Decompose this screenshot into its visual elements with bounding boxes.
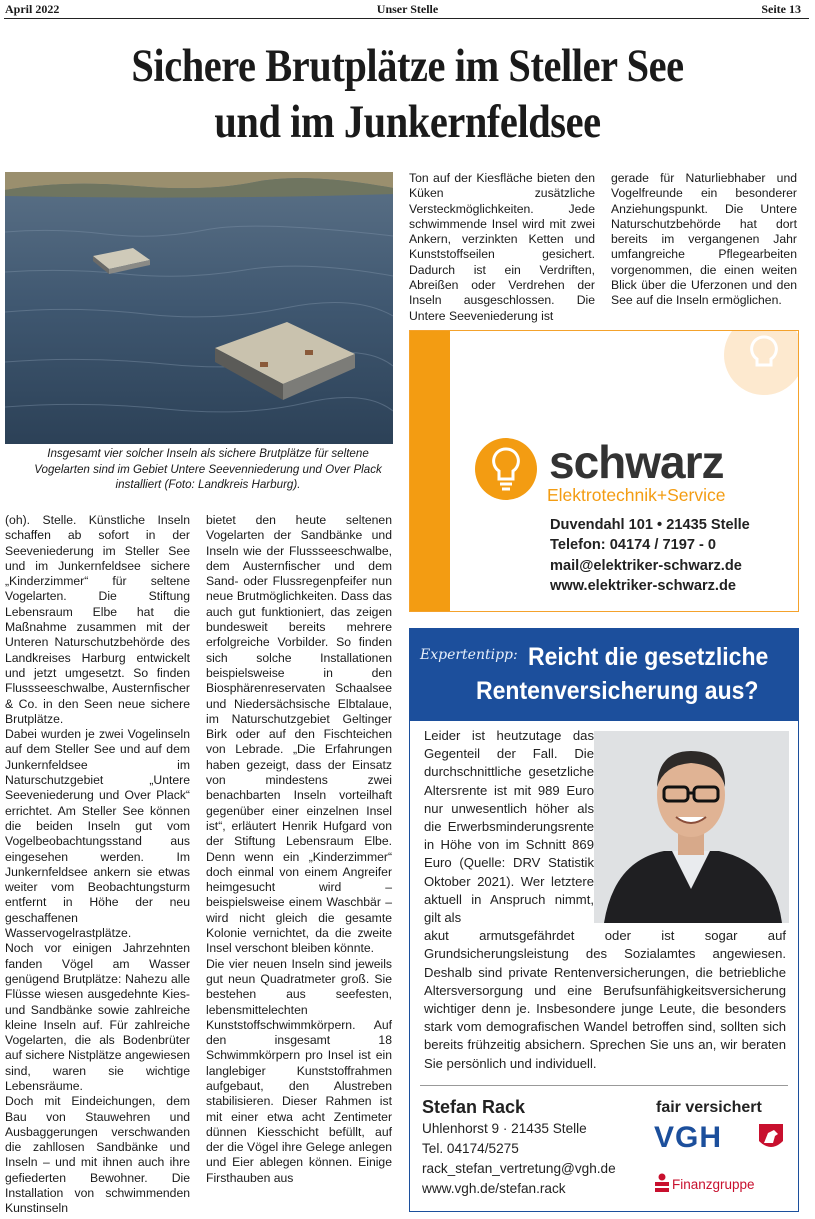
- paragraph: Dabei wurden je zwei Vogelinseln auf dem Steller See und auf dem Junkernfeldsee im Naturschutzgebiet „Untere Seeveniederung und Over Plack“ errichtet. Am Steller See können die beiden Inseln gut vom Vogelbeobachtungsstand aus eingesehen werden. Im Junkernfeldsee ankern sie etwas weiter vom Beobachtungsturm entfernt in Höhe der neu geschaffenen Wasservogelrastplätze.: [5, 727, 190, 941]
- fair-versichert-label: fair versichert: [656, 1099, 762, 1116]
- finanzgruppe-label: Finanzgruppe: [672, 1177, 755, 1192]
- schwarz-phone: Telefon: 04174 / 7197 - 0: [550, 537, 717, 553]
- schwarz-ad: [409, 330, 799, 612]
- lightbulb-icon: [474, 437, 538, 501]
- vgh-body-wide: akut armutsgefährdet oder ist sogar auf Grundsicherungsleistung des Sozialamtes angewiesen. Deshalb sind private Rentenversicherungen, die betriebliche Altersversorgung und eine Berufsunfähigkeitsversicherung wichtiger denn je. Insbesondere junge Leute, die besonders stark vom demografischen Wandel betroffen sind, sollten sich bereits frühzeitig absichern. Sprechen Sie uns an, wir beraten Sie persönlich und individuell.: [424, 928, 786, 1071]
- vgh-title-line-1: Reicht die gesetzliche: [528, 643, 769, 671]
- sparkasse-icon: [654, 1173, 670, 1193]
- paragraph: Doch mit Eindeichungen, dem Bau von Stauwehren und Ausbaggerungen verschwanden die zahllosen Sandbänke und Inseln – und mit ihnen auch ihre gefiederten Bewohner. Die Installation von schwimmenden Kunstinseln: [5, 1094, 190, 1216]
- headline: [57, 38, 758, 150]
- paper-name: Unser Stelle: [376, 2, 439, 16]
- schwarz-brand: schwarz: [549, 436, 724, 488]
- header-rule: [4, 18, 809, 19]
- paragraph: Noch vor einigen Jahrzehnten fanden Vögel am Wasser genügend Brutplätze: Nahezu alle Flüsse wiesen ausgedehnte Kies- und Sandbänke sowie zahlreiche kleine Inseln auf. Für zahlreiche Vogelarten, die als Bodenbrüter auf sichere Nistplätze angewiesen sind, waren sie wichtige Lebensräume.: [5, 941, 190, 1093]
- page-number: Seite 13: [761, 2, 801, 16]
- vgh-divider: [420, 1085, 788, 1086]
- vgh-body-narrow: Leider ist heutzutage das Gegenteil der Fall. Die durchschnittliche gesetzliche Altersrente ist mit 989 Euro nur unwesentlich höher als die Erwerbsminderungsrente in Höhe von im Schnitt 869 Euro (Quelle: DRV Statistik Oktober 2021). Wer letztere aktuell in Anspruch nimmt, gilt als: [424, 728, 594, 926]
- issue-date: April 2022: [5, 2, 60, 16]
- paragraph: bietet den heute seltenen Vogelarten der Sandbänke und Inseln wie der Flussseeschwalbe, dem Austernfischer und dem Sand- oder Flussregenpfeifer nun neue Brutmöglichkeiten. Dass das auch gut funktioniert, das zeigen bundesweit bereits mehrere erfolgreiche Vorbilder. So finden sich solche Installationen beispielsweise in den Biosphärenreservaten Schaalsee und Niedersächsische Elbtalaue, im Naturschutzgebiet Geltinger Birk oder auf den Fischteichen von Lebrade. „Die Erfahrungen haben gezeigt, dass der Einsatz von mindestens zwei benachbarten Inseln vorteilhaft gegenüber einer einzelnen Insel ist“, erläutert Henrik Hufgard von der Stiftung Lebensraum Elbe. Denn wenn ein „Kinderzimmer“ doch einmal von einem Angreifer heimgesucht wird – beispielsweise einem Waschbär – wird nicht gleich die gesamte Kolonie vernichtet, da die zweite Insel verschont bleiben könnte.: [206, 513, 392, 956]
- paragraph: gerade für Naturliebhaber und Vogelfreunde ein besonderer Anziehungspunkt. Die Untere Naturschutzbehörde hat dort bereits im vergangenen Jahr umfangreiche Pflegearbeiten vorgenommen, die einen weiten Blick über die Uferzonen und den See auf die Inseln ermöglichen.: [611, 171, 797, 308]
- article-column-1: [5, 513, 190, 1217]
- schwarz-web[interactable]: www.elektriker-schwarz.de: [550, 578, 737, 594]
- headline-line-1: Sichere Brutplätze im Steller See: [131, 40, 684, 92]
- vgh-horse-icon: [758, 1123, 784, 1153]
- contact-name: Stefan Rack: [422, 1097, 526, 1117]
- vgh-body-text: [424, 727, 786, 1073]
- contact-email[interactable]: rack_stefan_vertretung@vgh.de: [422, 1161, 616, 1176]
- article-column-2: [206, 513, 392, 1186]
- ad-accent-bar: [410, 331, 450, 611]
- contact-phone: Tel. 04174/5275: [422, 1141, 519, 1156]
- photo-caption: Insgesamt vier solcher Inseln als sichere Brutplätze für seltene Vogelarten sind im Gebiet Untere Seevenniederung und Over Plack installiert (Foto: Landkreis Harburg).: [34, 447, 382, 491]
- paragraph: (oh). Stelle. Künstliche Inseln schaffen ab sofort in der Seeveniederung im Steller See und im Junkernfeldsee sichere „Kinderzimmer“ für seltene Vogelarten. Die Stiftung Lebensraum Elbe hat die Maßnahme zusammen mit der Unteren Naturschutzbehörde des Landkreises Harburg entwickelt und jetzt umgesetzt. So finden Flussseeschwalbe, Austernfischer & Co. in den Seen neue sichere Brutplätze.: [5, 513, 190, 726]
- schwarz-email[interactable]: mail@elektriker-schwarz.de: [550, 558, 742, 574]
- schwarz-subtitle: Elektrotechnik+Service: [547, 485, 726, 505]
- vgh-ad: [409, 628, 799, 1212]
- expert-tip-label: Expertentipp:: [420, 647, 518, 663]
- article-column-4: [611, 171, 797, 309]
- vgh-logo: VGH: [654, 1121, 723, 1154]
- paragraph: Ton auf der Kiesfläche bieten den Küken zusätzliche Versteckmöglichkeiten. Jede schwimmende Insel wird mit zwei Ankern, verzinkten Ketten und Kunststoffseilen gesichert. Dadurch ist ein Verdriften, Abreißen oder Verdrehen der Inseln ausgeschlossen. Die Untere Seeveniederung ist: [409, 171, 595, 323]
- schwarz-address: Duvendahl 101 • 21435 Stelle: [550, 517, 750, 533]
- headline-line-2: und im Junkernfeldsee: [214, 96, 601, 148]
- contact-web[interactable]: www.vgh.de/stefan.rack: [422, 1181, 566, 1196]
- contact-street: Uhlenhorst 9 · 21435 Stelle: [422, 1121, 587, 1136]
- vgh-title-line-2: Rentenversicherung aus?: [476, 677, 759, 705]
- article-column-3: [409, 171, 595, 324]
- lightbulb-watermark-icon: [722, 331, 798, 401]
- paragraph: Die vier neuen Inseln sind jeweils gut neun Quadratmeter groß. Sie bestehen aus seefesten, lebensmittelechten Kunststoffschwimmkörpern. Auf den insgesamt 18 Schwimmkörpern pro Insel ist ein langlebiger Kunststoffrahmen aufgebaut, den Alustreben stabilisieren. Dieser Rahmen ist mit einer etwa acht Zentimeter dünnen Kiesschicht befüllt, auf der die Vögel ihre Gelege anlegen und Eier ablegen können. Einige Firsthauben aus: [206, 956, 392, 1185]
- lake-photo: [5, 172, 393, 444]
